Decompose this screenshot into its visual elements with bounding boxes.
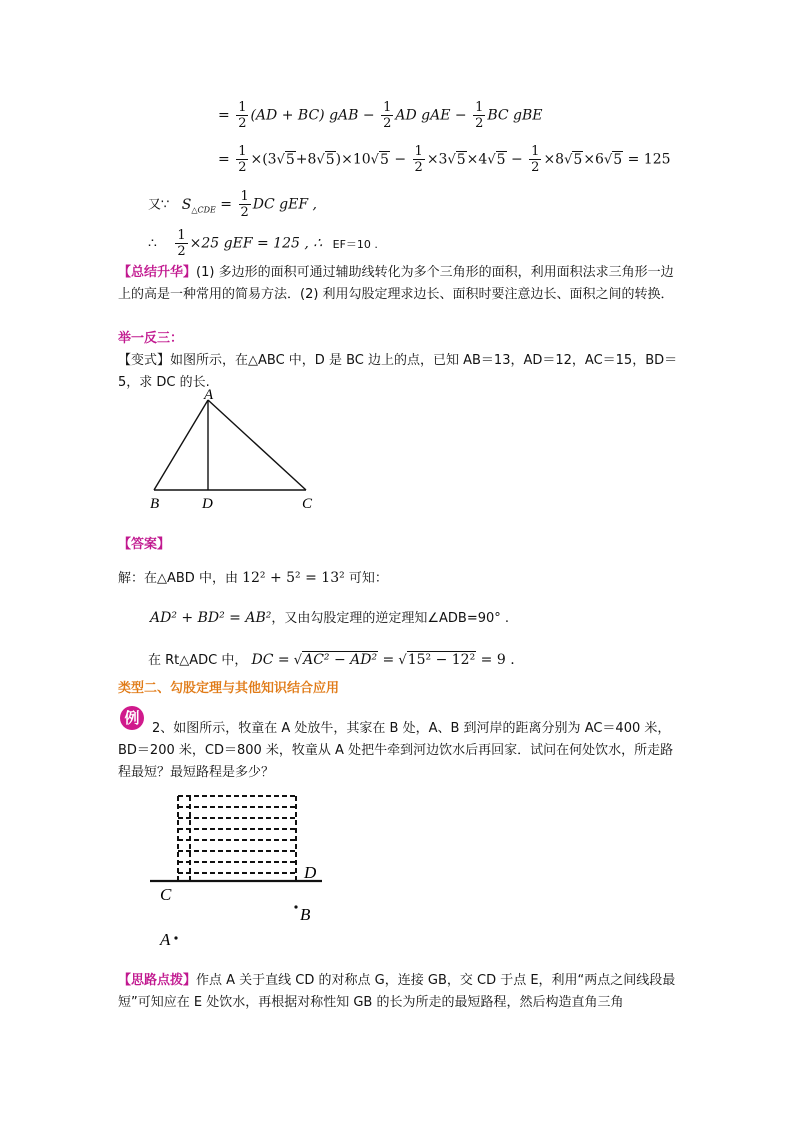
example-question: [118, 718, 678, 784]
type2-heading: 类型二、勾股定理与其他知识结合应用: [118, 681, 340, 696]
hint-label: 【思路点拨】: [118, 973, 197, 988]
triangle-figure: [140, 386, 330, 514]
river-figure: [140, 790, 340, 950]
label-c: C: [160, 885, 172, 904]
side-ac: [208, 400, 306, 490]
fraction-half: $\frac{1}{2}$: [475, 100, 484, 131]
equals-sign: =: [218, 107, 230, 124]
river-hatching: [178, 796, 296, 880]
label-d: D: [202, 496, 213, 512]
math-line-1: [218, 100, 543, 131]
answer-label: 【答案】: [118, 537, 171, 552]
example-badge: 例: [120, 706, 144, 730]
expr-3: BC gBE: [487, 107, 543, 124]
summary-text: (1) 多边形的面积可通过辅助线转化为多个三角形的面积，利用面积法求三角形一边上的高是一种常用的简易方法．(2) 利用勾股定理求边长、面积时要注意边长、面积之间的转换．: [118, 265, 674, 302]
label-b: B: [150, 496, 160, 512]
math-line-4: ∴ $\frac{1}{2}$ ×25 gEF = 125 , ∴ EF＝10 .: [148, 228, 378, 259]
point-a: [174, 936, 177, 939]
label-b: B: [300, 905, 311, 924]
fraction-half: $\frac{1}{2}$: [238, 100, 247, 131]
fraction-half: $\frac{1}{2}$: [383, 100, 392, 131]
math-line-3: 又∵ $S_{\triangle CDE}$ = $\frac{1}{2}$ DC gEF ,: [148, 189, 317, 220]
expr-2: AD gAE −: [395, 107, 467, 124]
variant-text: 如图所示，在△ABC 中，D 是 BC 边上的点，已知 AB＝13，AD＝12，AC＝15，BD＝5，求 DC 的长.: [118, 353, 678, 390]
hint-text: 作点 A 关于直线 CD 的对称点 G，连接 GB，交 CD 于点 E，利用“两点之间线段最短”可知应在 E 处饮水，再根据对称性知 GB 的长为所走的最短路程，然后构造直角三角: [118, 973, 676, 1010]
label-c: C: [302, 496, 313, 512]
label-a: A: [204, 387, 214, 403]
variant-label: 【变式】: [118, 353, 171, 368]
solution-line-3: 在 Rt△ADC 中， DC = √AC² − AD² = √15² − 12² = 9 .: [148, 652, 515, 668]
point-b: [294, 905, 297, 908]
expr-1: (AD + BC) gAB −: [250, 107, 375, 124]
summary-label: 【总结升华】: [118, 265, 197, 280]
solution-line-2: AD² + BD² = AB²，又由勾股定理的逆定理知∠ADB=90° .: [150, 610, 510, 626]
hint-paragraph: [118, 970, 678, 1014]
summary-paragraph: [118, 262, 678, 306]
math-line-2: = $\frac{1}{2}$ ×(3√5+8√5)×10√5 − $\frac{1}{2}$ ×3√5×4√5 − $\frac{1}{2}$ ×8√5×6√5 = 125: [218, 144, 671, 175]
solution-line-1: 解：在△ABD 中，由 12² + 5² = 13² 可知：: [118, 570, 388, 586]
label-d: D: [304, 863, 317, 882]
practice-heading: 举一反三：: [118, 331, 184, 346]
label-a: A: [160, 930, 171, 949]
example-text: 2、如图所示，牧童在 A 处放牛，其家在 B 处，A、B 到河岸的距离分别为 AC＝400 米，BD＝200 米，CD＝800 米，牧童从 A 处把牛牵到河边饮水后再回家．试问在何处饮水，所走路程最短？最短路程是多少？: [118, 721, 674, 780]
side-ab: [154, 400, 208, 490]
